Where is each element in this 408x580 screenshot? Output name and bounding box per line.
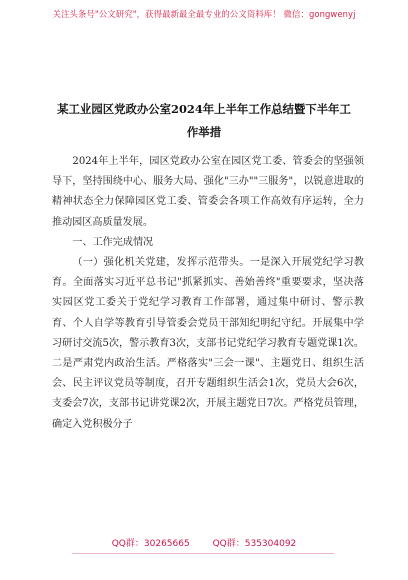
footer-contacts	[0, 536, 408, 549]
footer-qq-group-1: QQ群：30265665	[111, 539, 190, 549]
footer-divider	[72, 553, 334, 554]
section-heading: 一、工作完成情况	[72, 236, 154, 248]
document-title-line-2: 作举措	[186, 125, 222, 139]
document-body	[52, 152, 364, 435]
footer-qq-group-2: QQ群：535304092	[212, 539, 297, 549]
header-banner: 关注头条号"公文研究"，获得最新最全最专业的公文资料库！ 微信：gongwenyj	[52, 9, 356, 19]
intro-paragraph: 2024年上半年，园区党政办公室在园区党工委、管委会的坚强领导下，坚持围绕中心、服务大局、强化"三办""三服务"，以锐意进取的精神状态全力保障园区党工委、管委会各项工作高效有序运转，全力推动园区高质量发展。	[52, 156, 364, 228]
body-paragraph: （一）强化机关党建，发挥示范带头。一是深入开展党纪学习教育。全面落实习近平总书记"抓紧抓实、善始善终"重要要求，坚决落实园区党工委关于党纪学习教育工作部署，通过集中研讨、警示教育、个人自学等教育引导管委会党员干部知纪明纪守纪。开展集中学习研讨交流5次，警示教育3次，支部书记党纪学习教育专题党课1次。二是严肃党内政治生活。严格落实"三会一课"、主题党日、组织生活会、民主评议党员等制度，召开专题组织生活会1次，党员大会6次，支委会7次，支部书记讲党课2次，开展主题党日7次。严格党员管理，确定入党积极分子	[52, 257, 364, 430]
document-title-line-1: 某工业园区党政办公室2024年上半年工作总结暨下半年工	[57, 102, 351, 116]
